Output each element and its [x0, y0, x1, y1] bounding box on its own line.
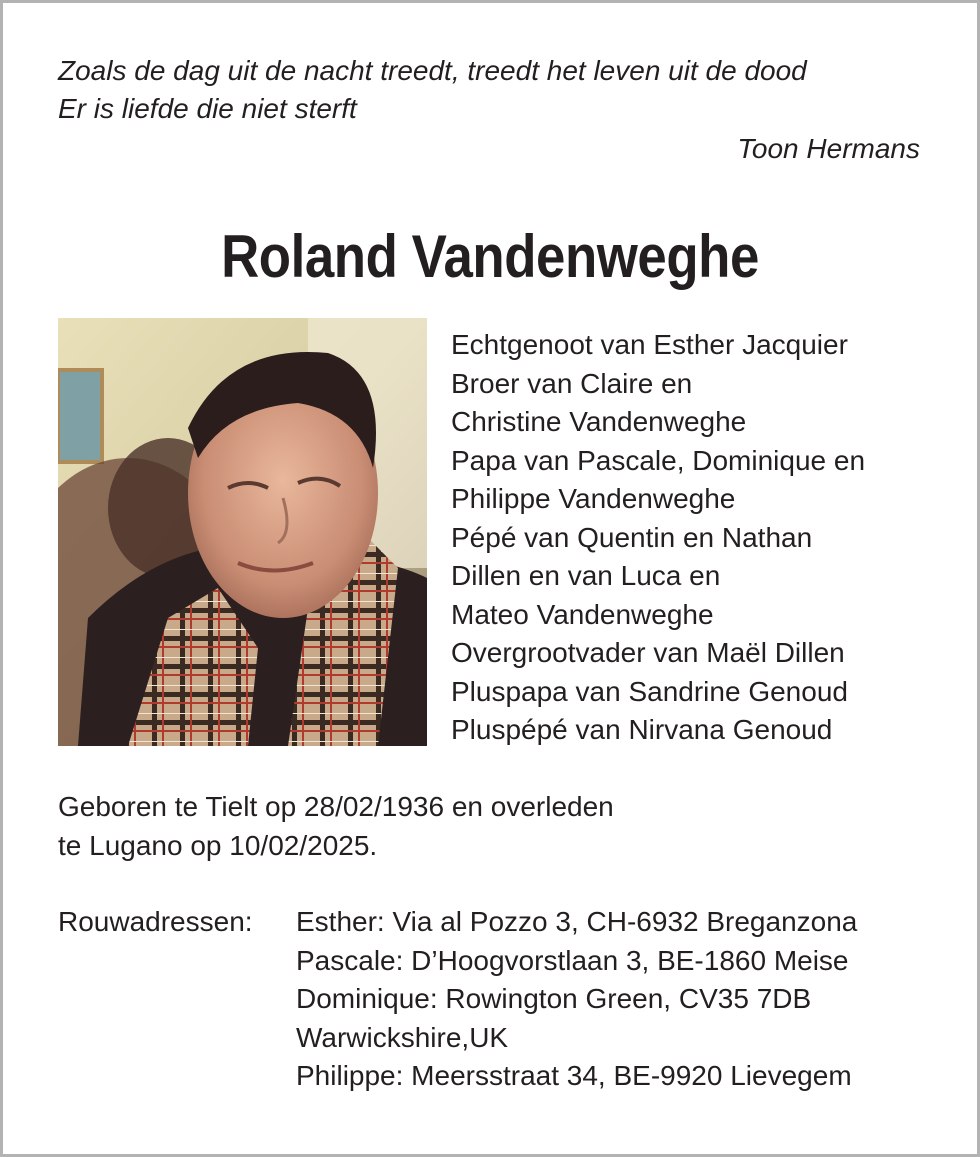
relation-line: Philippe Vandenweghe	[451, 483, 736, 514]
relation-line: Echtgenoot van Esther Jacquier	[451, 329, 848, 360]
quote-line: Er is liefde die niet sterft	[58, 93, 357, 124]
relation-line: Pluspapa van Sandrine Genoud	[451, 675, 848, 707]
birth-death-line: Geboren te Tielt op 28/02/1936 en overleden	[58, 791, 614, 822]
relation-line: Overgrootvader van Maël Dillen	[451, 637, 845, 668]
birth-death-line: te Lugano op 10/02/2025.	[58, 829, 378, 861]
relation-line: Christine Vandenweghe	[451, 406, 747, 437]
portrait-illustration	[58, 318, 427, 746]
mourning-addresses-label: Rouwadressen:	[58, 906, 253, 937]
birth-death-info	[58, 788, 918, 865]
quote-author: Toon Hermans	[737, 133, 920, 164]
portrait-photo	[58, 318, 427, 746]
relation-line: Broer van Claire en	[451, 367, 693, 399]
address-line: Philippe: Meersstraat 34, BE-9920 Lievegem	[296, 1060, 852, 1091]
address-line: Warwickshire,UK	[296, 1021, 509, 1053]
relation-line: Dillen en van Luca en	[451, 560, 721, 591]
address-line: Dominique: Rowington Green, CV35 7DB	[296, 983, 812, 1014]
relation-line: Papa van Pascale, Dominique en	[451, 444, 866, 476]
address-line: Esther: Via al Pozzo 3, CH-6932 Breganzona	[296, 906, 858, 937]
address-line: Pascale: D’Hoogvorstlaan 3, BE-1860 Meise	[296, 944, 849, 976]
deceased-name: Roland Vandenweghe	[221, 223, 759, 290]
relation-line: Pluspépé van Nirvana Genoud	[451, 714, 833, 745]
relations-list	[451, 326, 961, 750]
relation-line: Pépé van Quentin en Nathan	[451, 521, 813, 553]
relation-line: Mateo Vandenweghe	[451, 598, 714, 630]
quote-line: Zoals de dag uit de nacht treedt, treedt het leven uit de dood	[58, 55, 807, 86]
quote-block	[58, 52, 920, 168]
mourning-addresses	[296, 903, 966, 1096]
